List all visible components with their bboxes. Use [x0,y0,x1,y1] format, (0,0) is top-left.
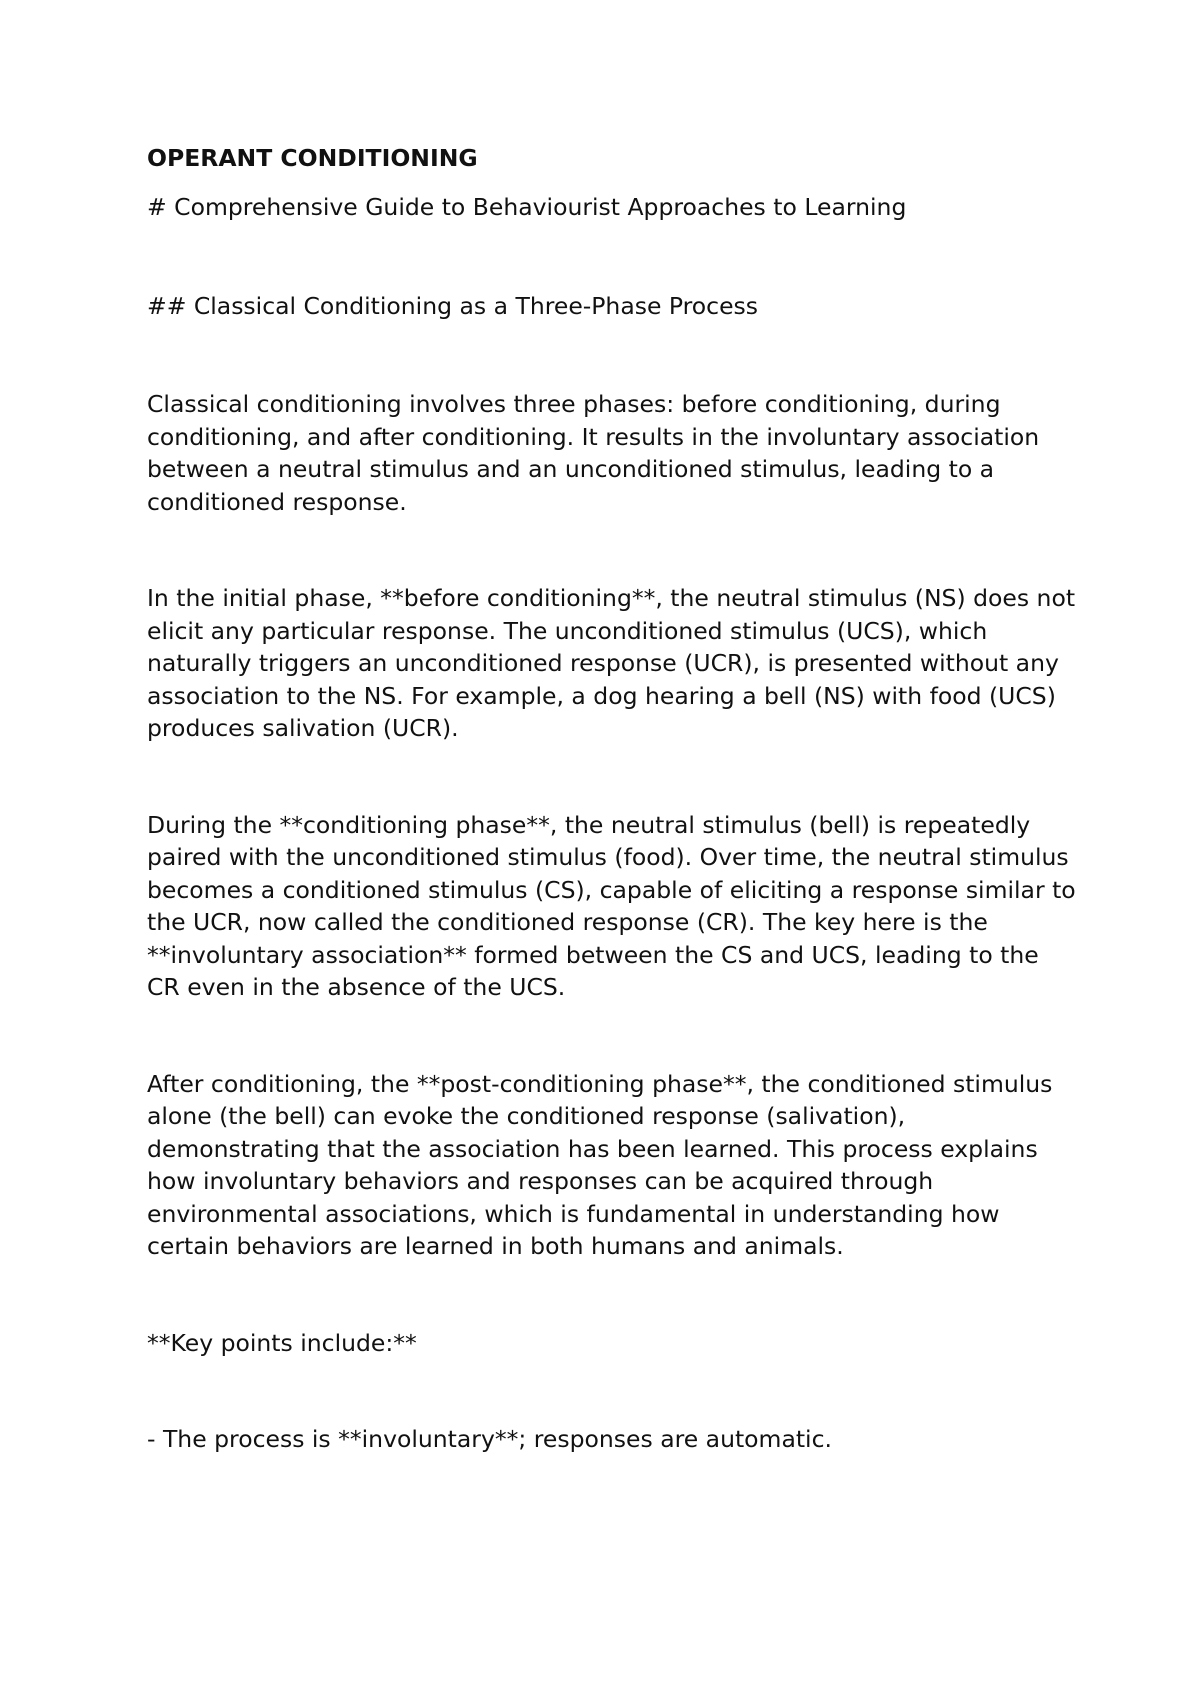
paragraph: In the initial phase, **before conditioning**, the neutral stimulus (NS) does not elicit any particular response. The unconditioned stimulus (UCS), which naturally triggers an unconditioned response (UCR), is presented without any association to the NS. For example, a dog hearing a bell (NS) with food (UCS) produces salivation (UCR). [147,584,1076,742]
bullet-item: - The process is **involuntary**; responses are automatic. [147,1425,832,1453]
key-points-label: **Key points include:** [147,1328,417,1357]
document-title: OPERANT CONDITIONING [147,144,478,172]
paragraph: After conditioning, the **post-conditioning phase**, the conditioned stimulus alone (the bell) can evoke the conditioned response (salivation), demonstrating that the association has been learned. This process explains how involuntary behaviors and responses can be acquired through environmental associations, which is fundamental in understanding how certain behaviors are learned in both humans and animals. [147,1069,1053,1260]
section-heading: ## Classical Conditioning as a Three-Phase Process [147,291,759,320]
main-heading: # Comprehensive Guide to Behaviourist Approaches to Learning [147,193,907,221]
paragraph: During the **conditioning phase**, the neutral stimulus (bell) is repeatedly paired with the unconditioned stimulus (food). Over time, the neutral stimulus becomes a conditioned stimulus (CS), capable of eliciting a response similar to the UCR, now called the conditioned response (CR). The key here is the **involuntary association** formed between the CS and UCS, leading to the CR even in the absence of the UCS. [147,810,1076,1001]
document-body [147,142,1077,1456]
paragraph: Classical conditioning involves three phases: before conditioning, during conditioning, and after conditioning. It results in the involuntary association between a neutral stimulus and an unconditioned stimulus, leading to a conditioned response. [147,390,1040,516]
